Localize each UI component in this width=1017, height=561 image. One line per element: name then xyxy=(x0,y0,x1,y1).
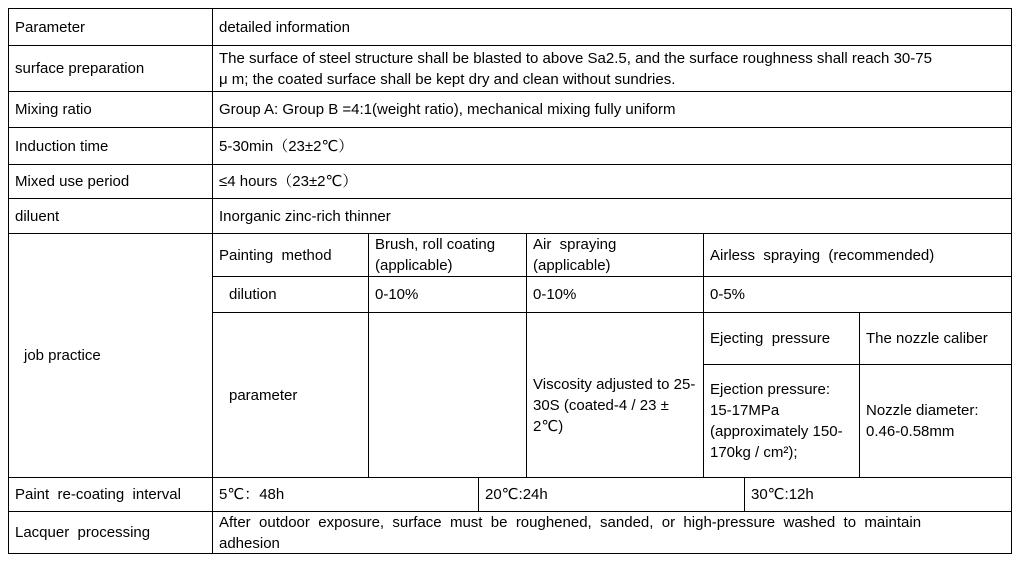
airless-cell xyxy=(703,233,1012,277)
recoat-30c-value: 30℃:12h xyxy=(751,486,814,503)
pot-life-value: ≤4 hours（23±2℃） xyxy=(219,173,358,190)
brush-roll-label: Brush, roll coating (applicable) xyxy=(375,236,496,274)
induction-label-cell xyxy=(8,127,213,165)
pot-life-value-cell xyxy=(212,164,1012,199)
nozzle-caliber-label: The nozzle caliber xyxy=(866,330,988,347)
parameter-brush-cell xyxy=(368,312,527,478)
mixing-label-cell xyxy=(8,91,213,128)
surface-prep-value-cell xyxy=(212,45,1012,92)
lacquer-value-cell xyxy=(212,511,1012,554)
induction-value: 5-30min（23±2℃） xyxy=(219,137,354,155)
pot-life-label: Mixed use period xyxy=(15,173,130,190)
recoat-20c-cell xyxy=(478,477,745,512)
air-spray-label: Air spraying (applicable) xyxy=(533,236,621,274)
induction-label: Induction time xyxy=(15,137,109,155)
recoat-5c-value: 5℃：48h xyxy=(219,486,285,503)
ejecting-pressure-header-cell xyxy=(703,312,860,365)
lacquer-label-cell xyxy=(8,511,213,554)
nozzle-caliber-header-cell xyxy=(859,312,1012,365)
header-info-cell xyxy=(212,8,1012,46)
dilution-airless-value: 0-5% xyxy=(710,286,746,303)
ejection-value: Ejection pressure: 15-17MPa (approximately 150-170kg / cm²); xyxy=(710,381,843,461)
recoat-label-cell xyxy=(8,477,213,512)
ejection-value-cell xyxy=(703,364,860,478)
dilution-airless-cell xyxy=(703,276,1012,313)
air-spray-cell xyxy=(526,233,704,277)
recoat-5c-cell xyxy=(212,477,479,512)
induction-value-cell xyxy=(212,127,1012,165)
lacquer-value: After outdoor exposure, surface must be roughened, sanded, or high-pressure washed to maintain adhesion xyxy=(219,513,922,552)
nozzle-value: Nozzle diameter: 0.46-0.58mm xyxy=(866,402,979,440)
diluent-value: Inorganic zinc-rich thinner xyxy=(219,207,391,225)
parameter-label: parameter xyxy=(229,386,298,404)
mixing-value-cell xyxy=(212,91,1012,128)
dilution-label-cell xyxy=(212,276,369,313)
lacquer-label: Lacquer processing xyxy=(15,524,151,541)
air-param-value: Viscosity adjusted to 25-30S (coated-4 / 23 ± 2℃) xyxy=(533,375,696,435)
mixing-value: Group A: Group B =4:1(weight ratio), mechanical mixing fully uniform xyxy=(219,101,676,118)
diluent-value-cell xyxy=(212,198,1012,234)
job-practice-label-cell xyxy=(8,233,213,478)
pot-life-label-cell xyxy=(8,164,213,199)
surface-prep-label-cell xyxy=(8,45,213,92)
parameter-air-cell xyxy=(526,312,704,478)
surface-prep-value: The surface of steel structure shall be blasted to above Sa2.5, and the surface roughness shall reach 30-75 μ m; the coated surface shall be kept dry and clean without sundries. xyxy=(219,49,932,88)
dilution-brush-value: 0-10% xyxy=(375,286,419,303)
ejecting-pressure-label: Ejecting pressure xyxy=(710,330,831,347)
airless-label: Airless spraying (recommended) xyxy=(710,246,935,264)
parameter-label-cell xyxy=(212,312,369,478)
recoat-label: Paint re-coating interval xyxy=(15,486,181,503)
diluent-label-cell xyxy=(8,198,213,234)
dilution-brush-cell xyxy=(368,276,527,313)
header-info: detailed information xyxy=(219,18,350,36)
recoat-30c-cell xyxy=(744,477,1012,512)
diluent-label: diluent xyxy=(15,207,60,225)
surface-prep-label: surface preparation xyxy=(15,60,145,77)
header-parameter-cell xyxy=(8,8,213,46)
painting-method-label: Painting method xyxy=(219,246,332,264)
mixing-label: Mixing ratio xyxy=(15,101,92,118)
header-parameter: Parameter xyxy=(15,18,86,36)
recoat-20c-value: 20℃:24h xyxy=(485,486,548,503)
dilution-air-cell xyxy=(526,276,704,313)
dilution-label: dilution xyxy=(229,286,277,303)
nozzle-value-cell xyxy=(859,364,1012,478)
job-practice-label: job practice xyxy=(24,347,101,364)
brush-roll-cell xyxy=(368,233,527,277)
painting-method-cell xyxy=(212,233,369,277)
dilution-air-value: 0-10% xyxy=(533,286,577,303)
